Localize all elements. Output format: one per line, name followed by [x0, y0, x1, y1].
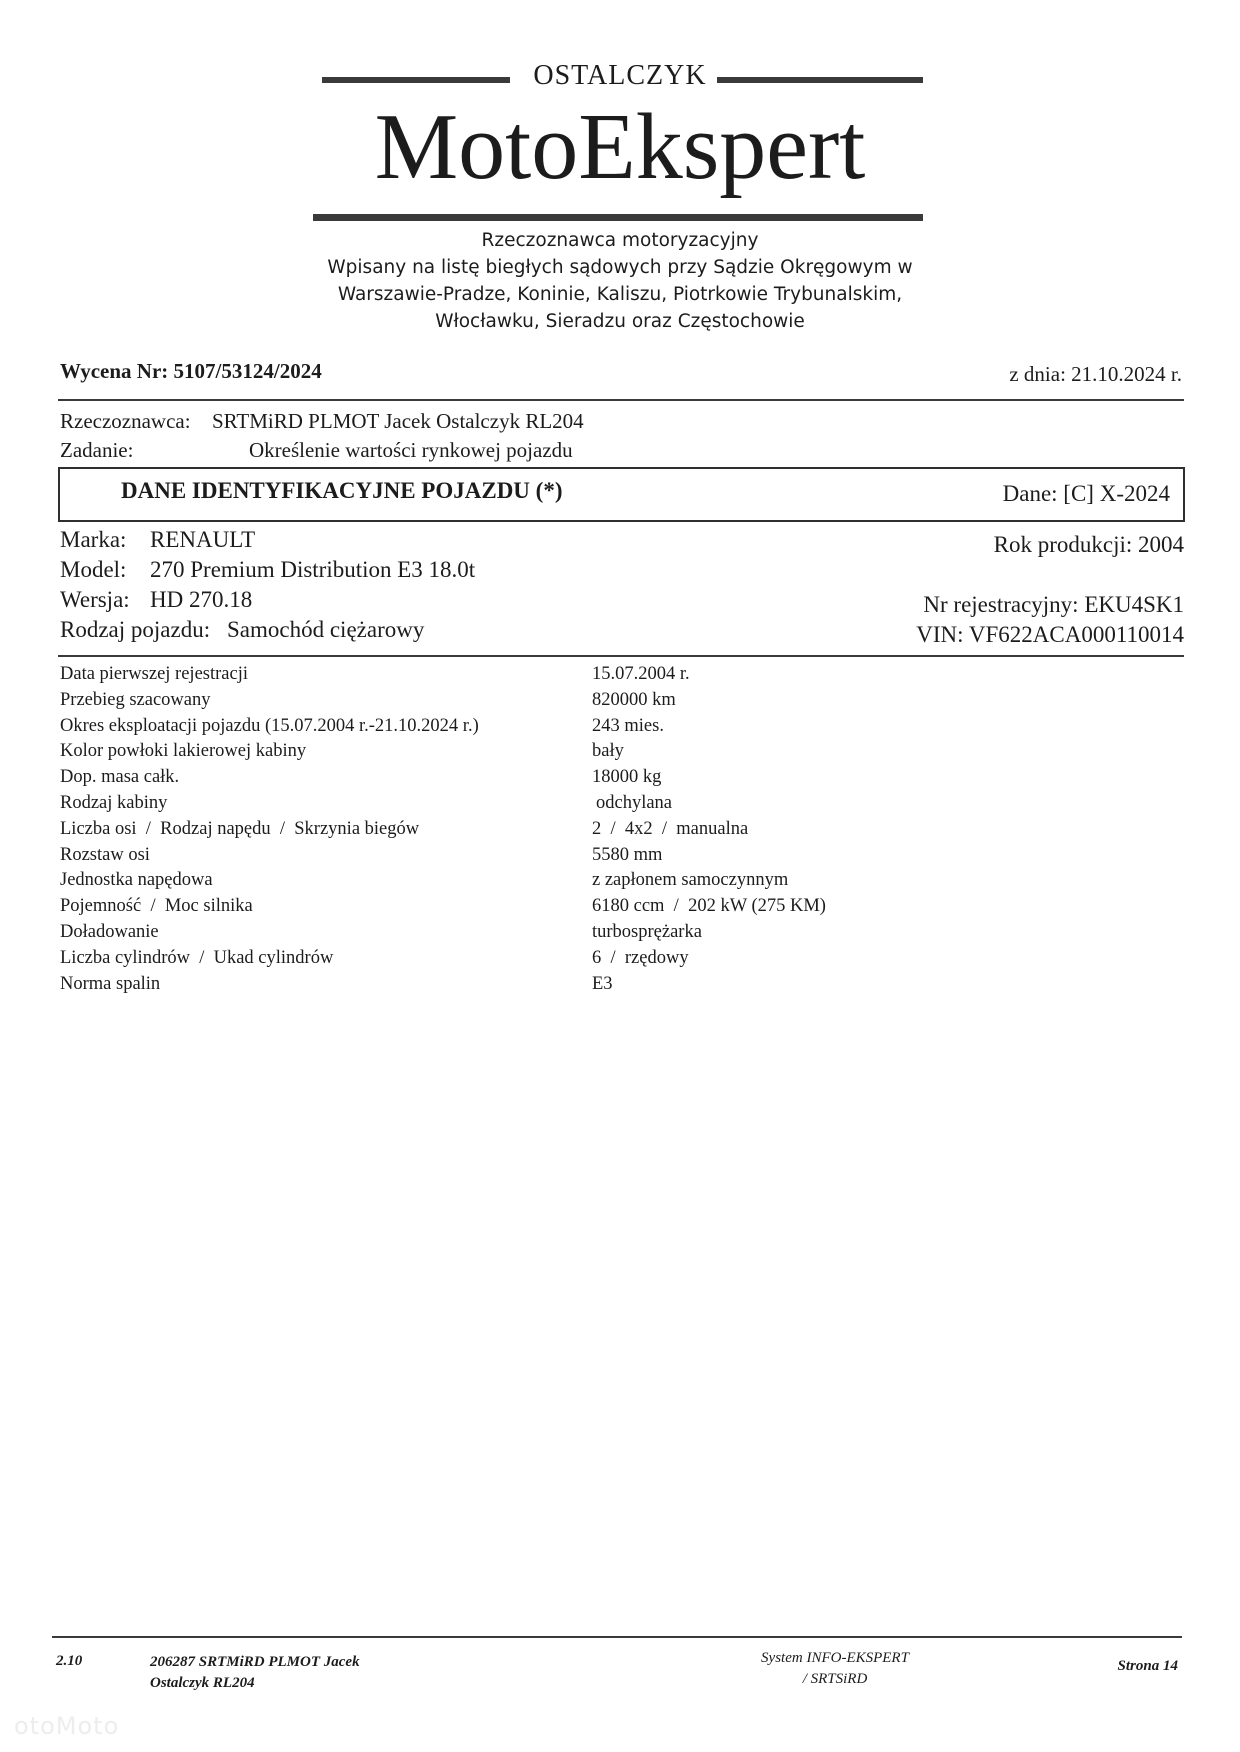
details-row	[60, 920, 1180, 946]
details-value: z zapłonem samoczynnym	[592, 870, 789, 891]
details-value: E3	[592, 973, 613, 994]
footer-system	[740, 1648, 930, 1690]
details-row	[60, 817, 1180, 843]
valuation-number: Wycena Nr: 5107/53124/2024	[60, 359, 322, 383]
vin-value: VF622ACA000110014	[968, 622, 1184, 647]
details-value: 2 / 4x2 / manualna	[592, 818, 749, 839]
production-year-value: 2004	[1138, 532, 1184, 557]
details-value: 15.07.2004 r.	[592, 664, 690, 684]
version-label: Wersja:	[60, 587, 130, 612]
details-row	[60, 765, 1180, 791]
vehicle-type-label: Rodzaj pojazdu:	[60, 617, 211, 642]
details-value: turbosprężarka	[592, 921, 702, 942]
footer-divider	[52, 1636, 1182, 1638]
task-value: Określenie wartości rynkowej pojazdu	[249, 438, 573, 462]
tagline-line-1: Rzeczoznawca motoryzacyjny	[481, 230, 759, 251]
details-row	[60, 972, 1180, 998]
details-label: Przebieg szacowany	[60, 689, 211, 710]
header-divider	[58, 399, 1184, 401]
footer-author-line-1: 206287 SRTMiRD PLMOT Jacek	[150, 1654, 360, 1670]
details-row	[60, 946, 1180, 972]
footer-author	[150, 1652, 360, 1694]
details-row	[60, 894, 1180, 920]
registration-label: Nr rejestracyjny:	[923, 592, 1079, 617]
vin	[916, 622, 1184, 648]
footer-page-number: Strona 14	[1117, 1658, 1178, 1674]
valuation-date: z dnia: 21.10.2024 r.	[1009, 362, 1182, 386]
details-label: Pojemność / Moc silnika	[60, 896, 253, 917]
registration-value: EKU4SK1	[1084, 592, 1184, 617]
details-value: bały	[592, 741, 624, 762]
production-year	[994, 532, 1184, 558]
details-label: Dop. masa całk.	[60, 767, 180, 788]
details-label: Okres eksploatacji pojazdu (15.07.2004 r.-21.10.2024 r.)	[60, 715, 479, 736]
details-label: Norma spalin	[60, 973, 161, 994]
model-value: 270 Premium Distribution E3 18.0t	[150, 557, 476, 582]
details-value: 243 mies.	[592, 715, 664, 736]
make-label: Marka:	[60, 527, 127, 552]
watermark: otoMoto	[14, 1712, 120, 1740]
details-label: Data pierwszej rejestracji	[60, 664, 248, 684]
details-value: 6180 ccm / 202 kW (275 KM)	[592, 896, 826, 917]
details-row	[60, 714, 1180, 740]
task-label: Zadanie:	[60, 438, 134, 462]
vin-label: VIN:	[916, 622, 964, 647]
details-label: Doładowanie	[60, 921, 159, 942]
make-value: RENAULT	[150, 527, 256, 552]
details-row	[60, 662, 1180, 688]
details-row	[60, 739, 1180, 765]
details-value: 18000 kg	[592, 767, 662, 788]
data-source: Dane: [C] X-2024	[1002, 481, 1170, 506]
details-label: Rodzaj kabiny	[60, 792, 168, 813]
tagline-line-4: Włocławku, Sieradzu oraz Częstochowie	[435, 311, 805, 332]
details-row	[60, 868, 1180, 894]
details-value: 5580 mm	[592, 844, 663, 865]
details-label: Jednostka napędowa	[60, 870, 213, 891]
details-label: Liczba osi / Rodzaj napędu / Skrzynia biegów	[60, 818, 420, 839]
expert-label: Rzeczoznawca:	[60, 409, 191, 433]
details-row	[60, 688, 1180, 714]
details-list	[60, 662, 1180, 997]
brand-underline	[313, 214, 923, 221]
brand-title: MotoEkspert	[374, 95, 866, 199]
expert-value: SRTMiRD PLMOT Jacek Ostalczyk RL204	[212, 409, 584, 433]
details-label: Rozstaw osi	[60, 844, 150, 865]
details-value: 6 / rzędowy	[592, 947, 689, 968]
details-label: Kolor powłoki lakierowej kabiny	[60, 741, 307, 762]
tagline-line-2: Wpisany na listę biegłych sądowych przy Sądzie Okręgowym w	[327, 257, 913, 278]
footer-version: 2.10	[56, 1653, 83, 1669]
production-year-label: Rok produkcji:	[993, 532, 1133, 557]
registration-number	[923, 592, 1184, 618]
footer-author-line-2: Ostalczyk RL204	[150, 1675, 255, 1691]
vehicle-divider	[58, 655, 1184, 657]
details-row	[60, 843, 1180, 869]
details-label: Liczba cylindrów / Ukad cylindrów	[60, 947, 334, 968]
details-row	[60, 791, 1180, 817]
tagline-line-3: Warszawie-Pradze, Koninie, Kaliszu, Piotrkowie Trybunalskim,	[337, 284, 903, 305]
details-value: odchylana	[596, 792, 673, 813]
version-value: HD 270.18	[150, 587, 253, 612]
model-label: Model:	[60, 557, 127, 582]
section-title: DANE IDENTYFIKACYJNE POJAZDU (*)	[121, 478, 563, 503]
vehicle-type-value: Samochód ciężarowy	[227, 617, 425, 642]
brand-surname: OSTALCZYK	[0, 60, 1240, 92]
footer-system-line-2: / SRTSiRD	[802, 1671, 868, 1687]
details-value: 820000 km	[592, 689, 676, 710]
footer-system-line-1: System INFO-EKSPERT	[761, 1650, 909, 1666]
